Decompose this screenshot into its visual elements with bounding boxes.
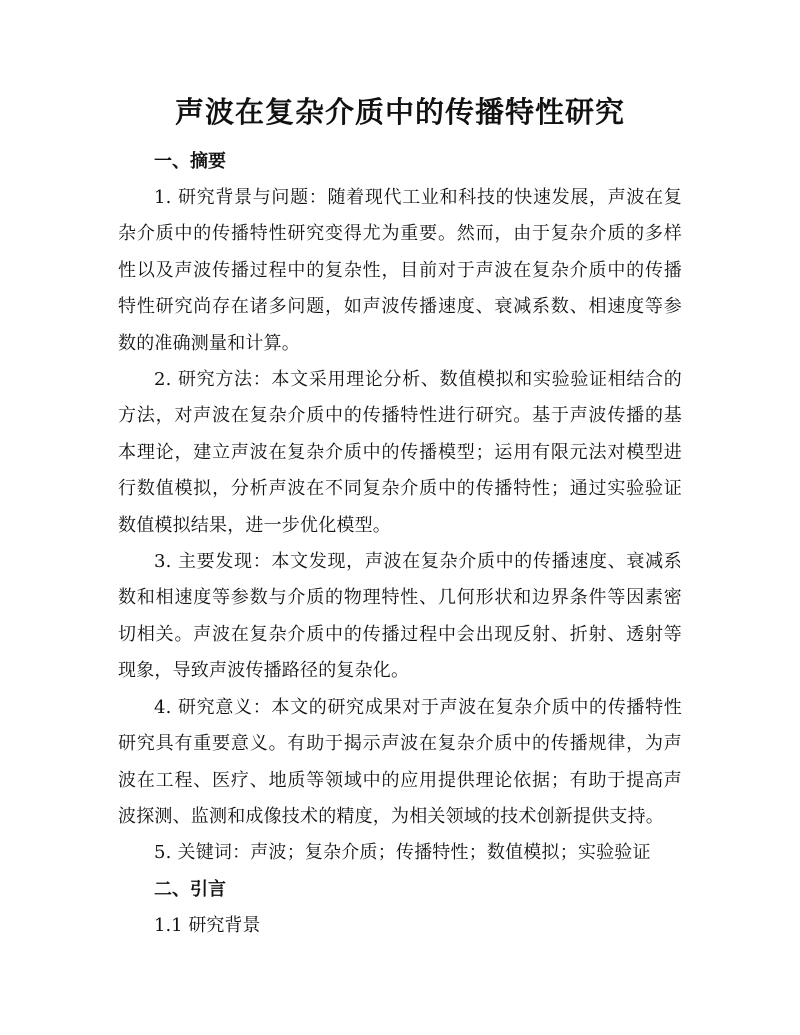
section-heading-introduction: 二、引言 bbox=[154, 878, 226, 900]
paragraph-findings: 3. 主要发现：本文发现，声波在复杂介质中的传播速度、衰减系数和相速度等参数与介质的物理特性、几何形状和边界条件等因素密切相关。声波在复杂介质中的传播过程中会出现反射、折射、透射等现象，导致声波传播路径的复杂化。 bbox=[118, 551, 682, 682]
paragraph-significance: 4. 研究意义：本文的研究成果对于声波在复杂介质中的传播特性研究具有重要意义。有助于揭示声波在复杂介质中的传播规律，为声波在工程、医疗、地质等领域中的应用提供理论依据；有助于提高声波探测、监测和成像技术的精度，为相关领域的技术创新提供支持。 bbox=[118, 696, 682, 827]
subsection-heading-background: 1.1 研究背景 bbox=[154, 914, 261, 936]
paragraph-methods: 2. 研究方法：本文采用理论分析、数值模拟和实验验证相结合的方法，对声波在复杂介质中的传播特性进行研究。基于声波传播的基本理论，建立声波在复杂介质中的传播模型；运用有限元法对模型进行数值模拟，分析声波在不同复杂介质中的传播特性；通过实验验证数值模拟结果，进一步优化模型。 bbox=[118, 369, 682, 536]
document-title: 声波在复杂介质中的传播特性研究 bbox=[174, 95, 625, 129]
paragraph-background: 1. 研究背景与问题：随着现代工业和科技的快速发展，声波在复杂介质中的传播特性研究变得尤为重要。然而，由于复杂介质的多样性以及声波传播过程中的复杂性，目前对于声波在复杂介质中的传播特性研究尚存在诸多问题，如声波传播速度、衰减系数、相速度等参数的准确测量和计算。 bbox=[118, 187, 682, 354]
section-heading-abstract: 一、摘要 bbox=[154, 151, 226, 172]
paragraph-keywords: 5. 关键词：声波；复杂介质；传播特性；数值模拟；实验验证 bbox=[154, 842, 651, 864]
